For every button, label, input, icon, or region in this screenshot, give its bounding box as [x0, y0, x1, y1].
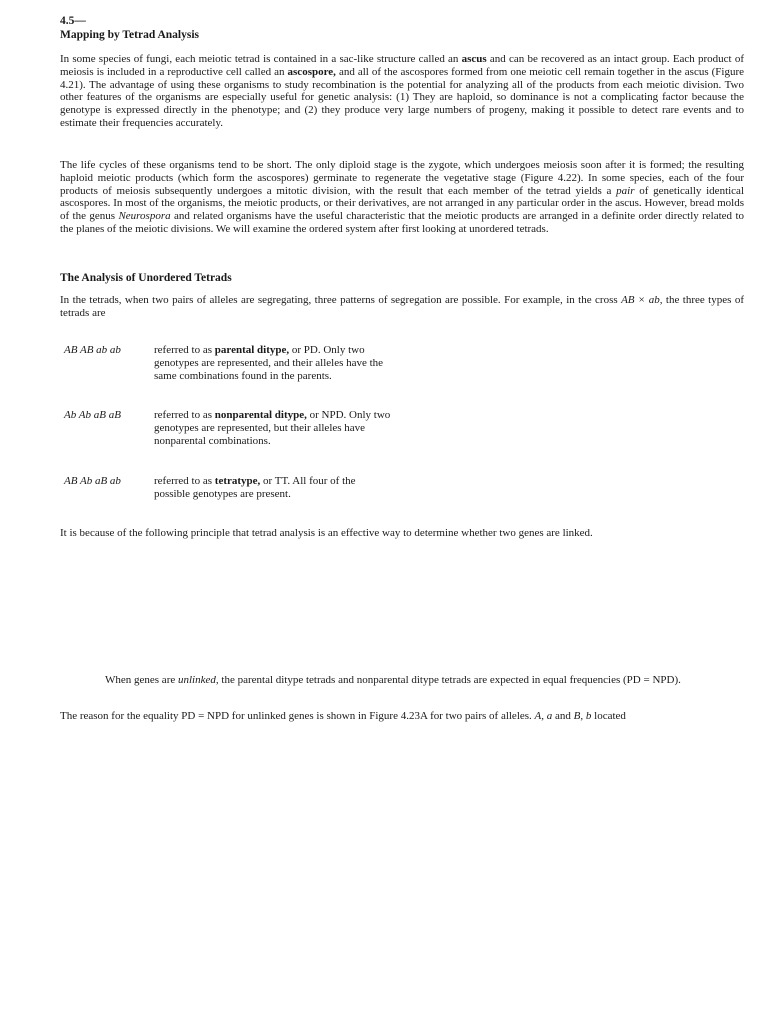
paragraph-ascus: [60, 53, 744, 130]
desc-text: referred to as: [154, 475, 215, 487]
paragraph-text: The reason for the equality PD = NPD for unlinked genes is shown in Figure 4.23A for two pairs of alleles.: [60, 710, 535, 722]
tetrad-term: tetratype,: [214, 475, 261, 487]
allele-pair: B, b: [573, 710, 592, 722]
paragraph-text: and can be recovered as an intact group. Each product of meiosis is included in a reproductive cell called an: [60, 53, 744, 78]
desc-text: referred to as: [154, 344, 215, 356]
emphasis-pair: pair: [616, 184, 635, 197]
paragraph-text: In the tetrads, when two pairs of alleles are segregating, three patterns of segregation are possible. For example, in the cross: [60, 294, 622, 306]
tetrad-description: [154, 409, 394, 447]
desc-text: or TT. All four of the possible genotypes are present.: [154, 475, 356, 500]
tetrad-genotype: Ab Ab aB aB: [64, 409, 121, 421]
paragraph-text: and related organisms have the useful characteristic that the meiotic products are arranged in a definite order directly related to the planes of the meiotic divisions. We will examine the ordered system after first looking at unordered tetrads.: [60, 210, 745, 235]
paragraph-life-cycles: [60, 159, 744, 236]
principle-statement: [105, 674, 745, 687]
tetrad-genotype: AB AB ab ab: [64, 344, 121, 356]
tetrad-genotype: AB Ab aB ab: [64, 475, 121, 487]
paragraph-text: The life cycles of these organisms tend to be short. The only diploid stage is the zygote, which undergoes meiosis soon after it is formed; the resulting haploid meiotic products (which form the ascospores) germinate to regenerate the vegetative stage (Figure 4.22). In some species, each of the four products of meiosis subsequently undergoes a mitotic division, with the result that each member of the tetrad yields a: [60, 159, 744, 197]
paragraph-text: and all of the ascospores formed from one meiotic cell remain together in the ascus (Figure 4.21). The advantage of using these organisms to study recombination is the potential for analyzing all of the products from each meiotic division. Two other features of the organisms are especially useful for genetic analysis: (1) They are haploid, so dominance is not a complicating factor because the genotype is expressed directly in the phenotype; and (2) they produce very large numbers of progeny, making it possible to detect rare events and to estimate their frequencies accurately.: [60, 65, 745, 129]
tetrad-term: parental ditype,: [214, 344, 290, 356]
term-ascospore: ascospore,: [287, 65, 336, 78]
cross-notation: AB × ab,: [621, 294, 663, 306]
section-number: 4.5—: [60, 15, 86, 27]
tetrad-description: [154, 344, 394, 382]
subheading-unordered-tetrads: The Analysis of Unordered Tetrads: [60, 272, 232, 284]
paragraph-segregation: [60, 294, 744, 320]
section-title: Mapping by Tetrad Analysis: [60, 29, 200, 41]
desc-text: referred to as: [154, 409, 215, 421]
genus-neurospora: Neurospora: [118, 210, 171, 223]
paragraph-text: and: [552, 710, 574, 722]
principle-text: the parental ditype tetrads and nonparental ditype tetrads are expected in equal frequencies (PD = NPD).: [218, 674, 681, 686]
tetrad-description: [154, 475, 394, 501]
paragraph-principle-intro: It is because of the following principle that tetrad analysis is an effective way to determine whether two genes are linked.: [60, 527, 593, 539]
paragraph-equality-reason: [60, 710, 744, 723]
principle-text: When genes are: [105, 674, 178, 686]
term-ascus: ascus: [461, 53, 487, 65]
paragraph-text: the three types of tetrads are: [60, 294, 744, 319]
desc-text: or NPD. Only two genotypes are represented, but their alleles have nonparental combinations.: [154, 409, 391, 447]
paragraph-text: located: [591, 710, 626, 722]
paragraph-text: of genetically identical ascospores. In most of the organisms, the meiotic products, or their derivatives, are not arranged in any particular order in the ascus. However, bread molds of the genus: [60, 184, 744, 223]
emphasis-unlinked: unlinked,: [178, 674, 219, 686]
allele-pair: A, a: [534, 710, 553, 722]
paragraph-text: In some species of fungi, each meiotic tetrad is contained in a sac-like structure called an: [60, 53, 462, 65]
desc-text: or PD. Only two genotypes are represented, and their alleles have the same combinations found in the parents.: [154, 344, 384, 382]
tetrad-term: nonparental ditype,: [214, 409, 307, 421]
